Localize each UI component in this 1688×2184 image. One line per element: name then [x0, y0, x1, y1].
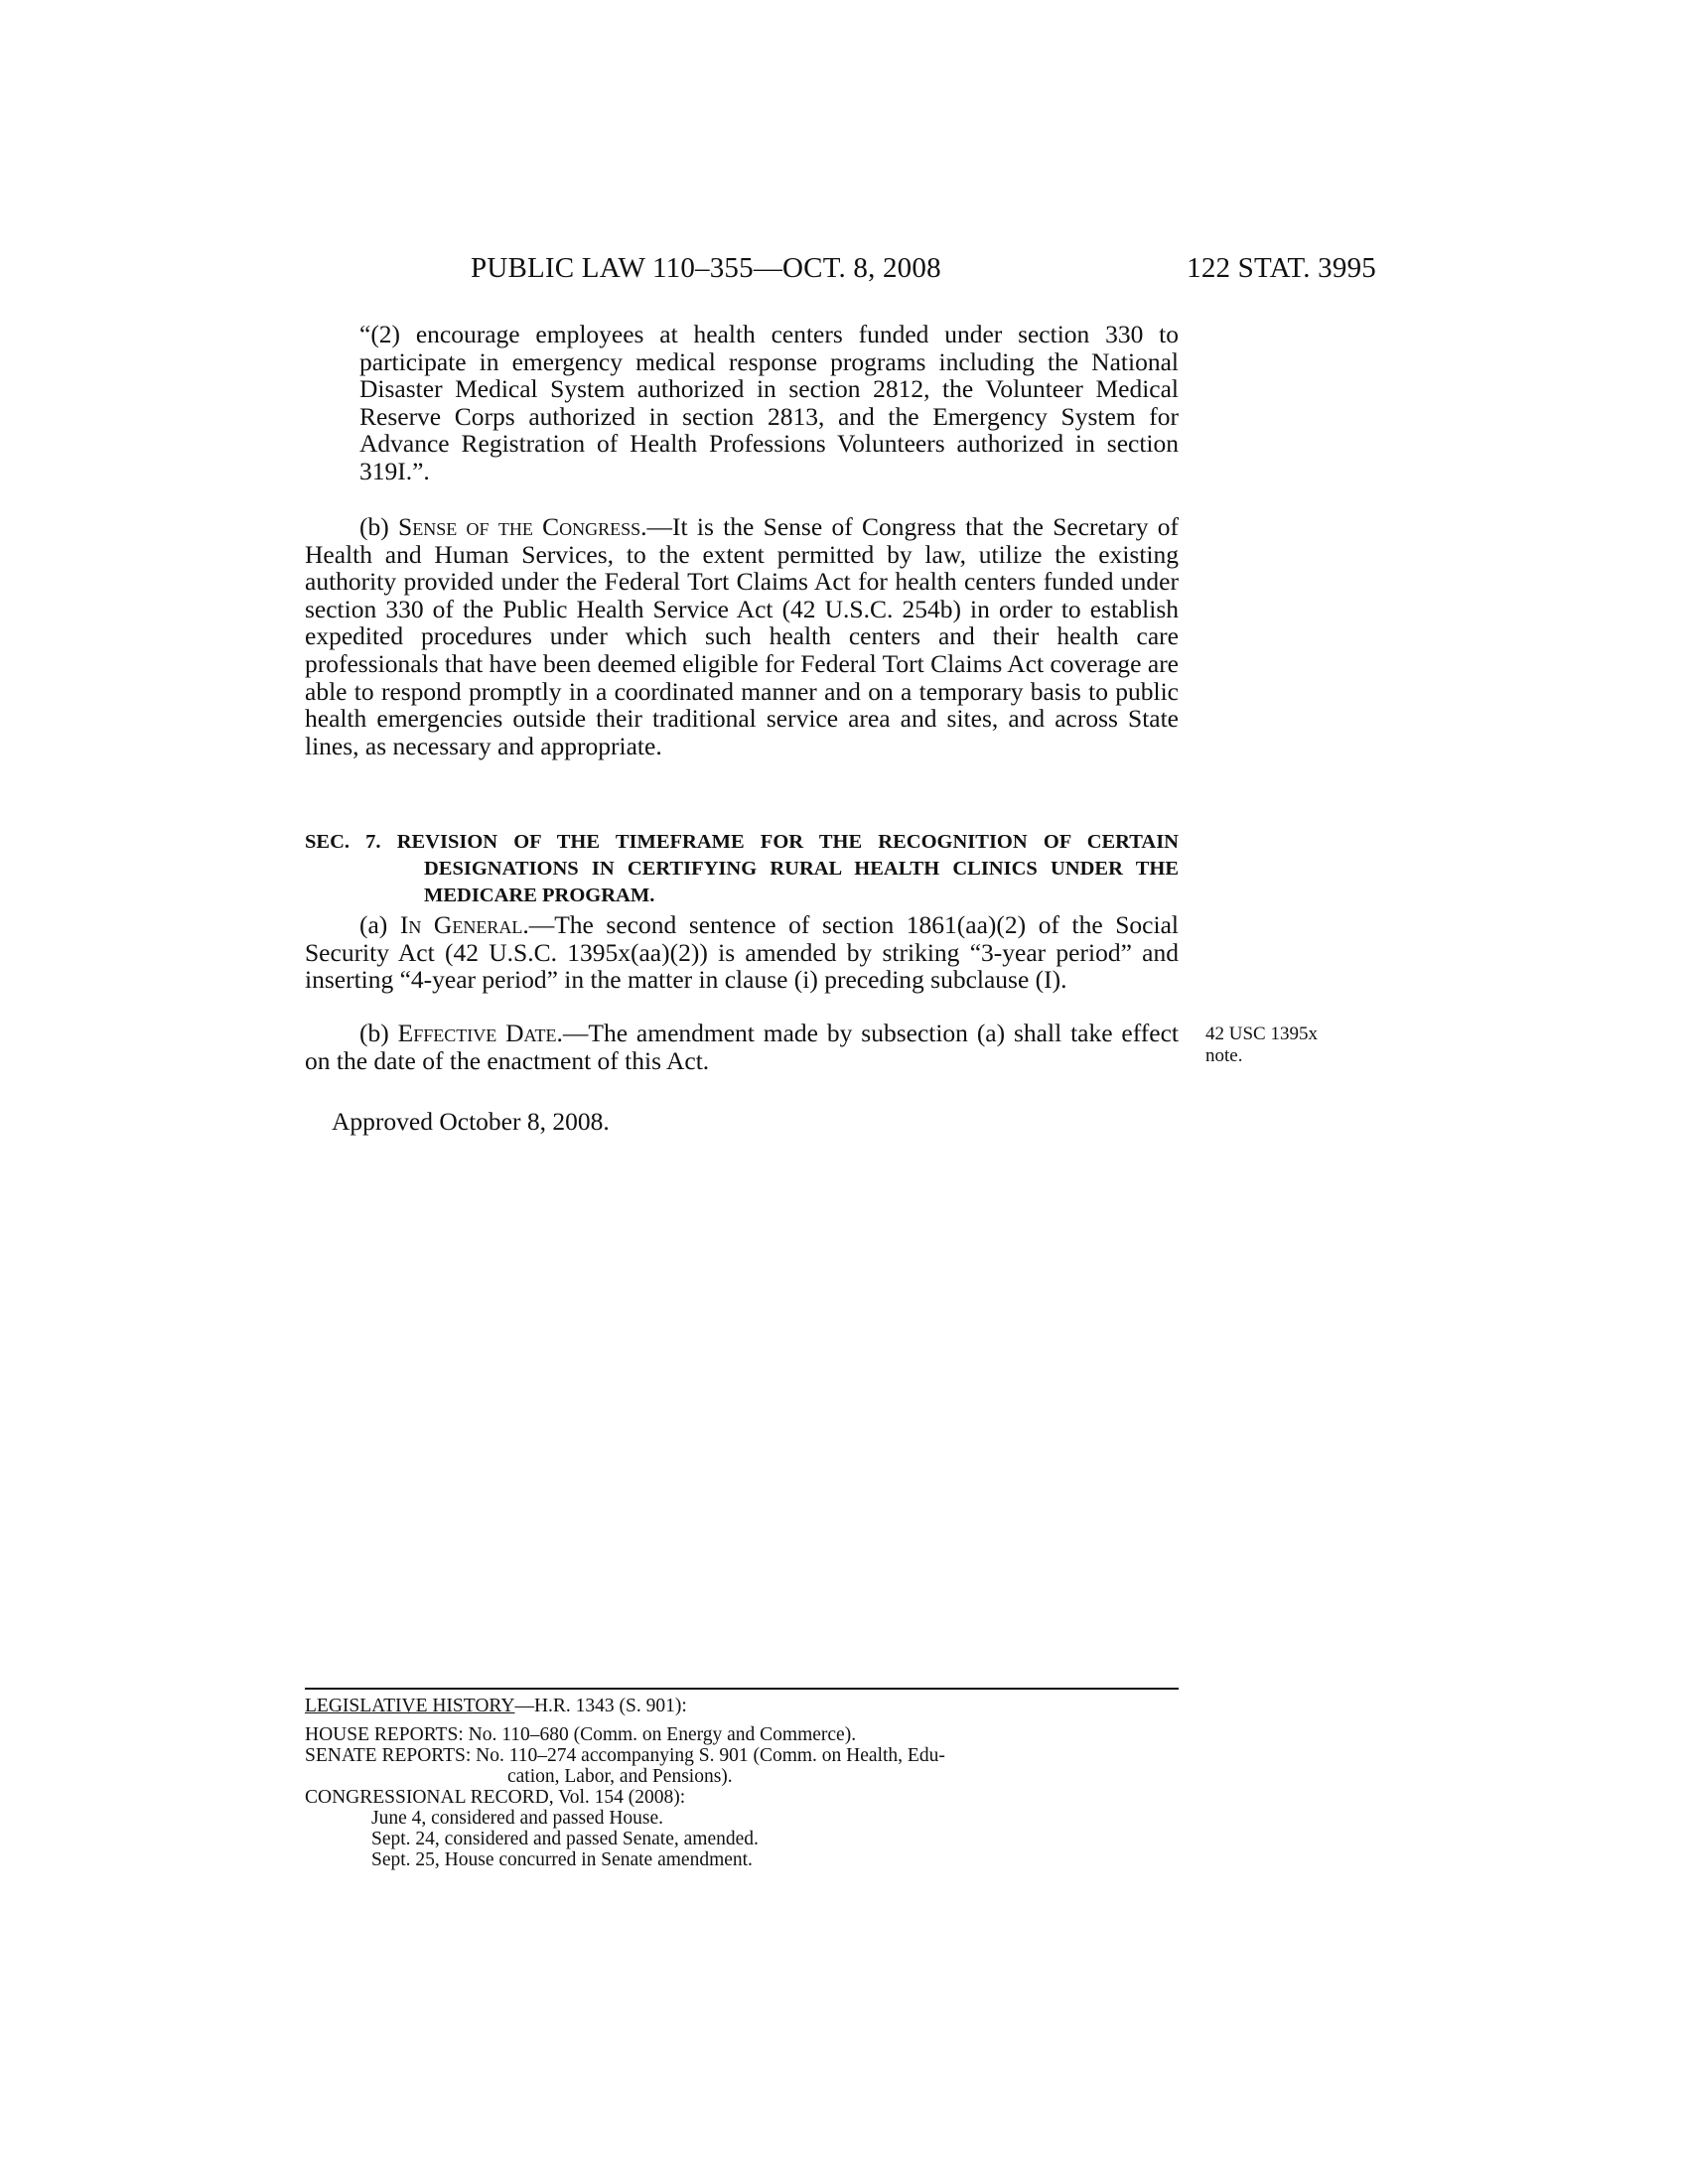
subsection-a-text: —The second sentence of section 1861(aa)(2) of the Social Security Act (42 U.S.C. 1395x(aa)(2)) is amended by striking “3-year period” and inserting “4-year period” in the matter in clause (i) preceding subclause (I).: [305, 910, 1179, 995]
congressional-record: CONGRESSIONAL RECORD, Vol. 154 (2008):: [305, 1787, 686, 1808]
sense-text: —It is the Sense of Congress that the Secretary of Health and Human Services, to the extent permitted by law, utilize the existing authority provided under the Federal Tort Claims Act for health centers funded under section 330 of the Public Health Service Act (42 U.S.C. 254b) in order to establish expedited procedures under which such health centers and their health care professionals that have been deemed eligible for Federal Tort Claims Act coverage are able to respond promptly in a coordinated manner and on a temporary basis to public health emergencies outside their traditional service area and sites, and across State lines, as necessary and appropriate.: [305, 512, 1180, 760]
history-action: Sept. 24, considered and passed Senate, amended.: [371, 1829, 759, 1849]
sense-of-congress-section: [305, 513, 1179, 759]
senate-reports: [305, 1745, 1179, 1787]
running-head: [471, 248, 1376, 288]
sense-heading: Sense of the Congress.: [398, 512, 647, 541]
subsection-b-label: (b): [359, 1019, 398, 1047]
sense-of-congress-paragraph: [305, 513, 1179, 759]
subsection-a: [305, 911, 1179, 994]
approval-date: Approved October 8, 2008.: [332, 1107, 610, 1136]
subsection-b-heading: Effective Date.: [397, 1019, 563, 1047]
section-7-heading-text: SEC. 7. REVISION OF THE TIMEFRAME FOR THE RECOGNITION OF CERTAIN DESIGNATIONS IN CERTIFYING RURAL HEALTH CLINICS UNDER THE MEDICARE PROGRAM.: [305, 831, 1179, 906]
subsection-b-paragraph: [305, 1020, 1179, 1074]
page-header-title: PUBLIC LAW 110–355—OCT. 8, 2008: [471, 252, 941, 284]
sense-label: (b): [359, 512, 399, 541]
subsection-a-heading: In General.: [399, 910, 529, 939]
page-header-stat: 122 STAT. 3995: [1187, 252, 1376, 284]
subsection-a-paragraph: [305, 911, 1179, 994]
history-action: Sept. 25, House concurred in Senate amendment.: [371, 1849, 753, 1870]
subsection-a-label: (a): [359, 910, 400, 939]
history-title: [305, 1696, 1179, 1716]
senate-reports-line1: SENATE REPORTS: No. 110–274 accompanying S. 901 (Comm. on Health, Edu-: [305, 1745, 945, 1766]
quoted-paragraph-text: “(2) encourage employees at health centers funded under section 330 to participate in emergency medical response programs including the National Disaster Medical System authorized in section 2812, the Volunteer Medical Reserve Corps authorized in section 2813, and the Emergency System for Advance Registration of Health Professions Volunteers authorized in section 319I.”.: [359, 320, 1179, 485]
history-title-label: LEGISLATIVE HISTORY: [305, 1696, 515, 1716]
history-action: June 4, considered and passed House.: [371, 1808, 664, 1829]
subsection-b: [305, 1020, 1179, 1074]
house-reports: HOUSE REPORTS: No. 110–680 (Comm. on Energy and Commerce).: [305, 1724, 857, 1745]
history-divider: [305, 1688, 1179, 1690]
legislative-history: [305, 1688, 1179, 1870]
section-7-heading: [305, 829, 1179, 909]
senate-reports-line2: cation, Labor, and Pensions).: [507, 1766, 733, 1787]
quoted-paragraph: [359, 321, 1179, 485]
history-title-bill: —H.R. 1343 (S. 901):: [514, 1696, 687, 1716]
margin-note-citation: 42 USC 1395x: [1205, 1024, 1318, 1044]
margin-note: [1205, 1024, 1364, 1067]
subsection-b-text: —The amendment made by subsection (a) shall take effect on the date of the enactment of this Act.: [305, 1019, 1179, 1075]
margin-note-suffix: note.: [1205, 1045, 1243, 1066]
